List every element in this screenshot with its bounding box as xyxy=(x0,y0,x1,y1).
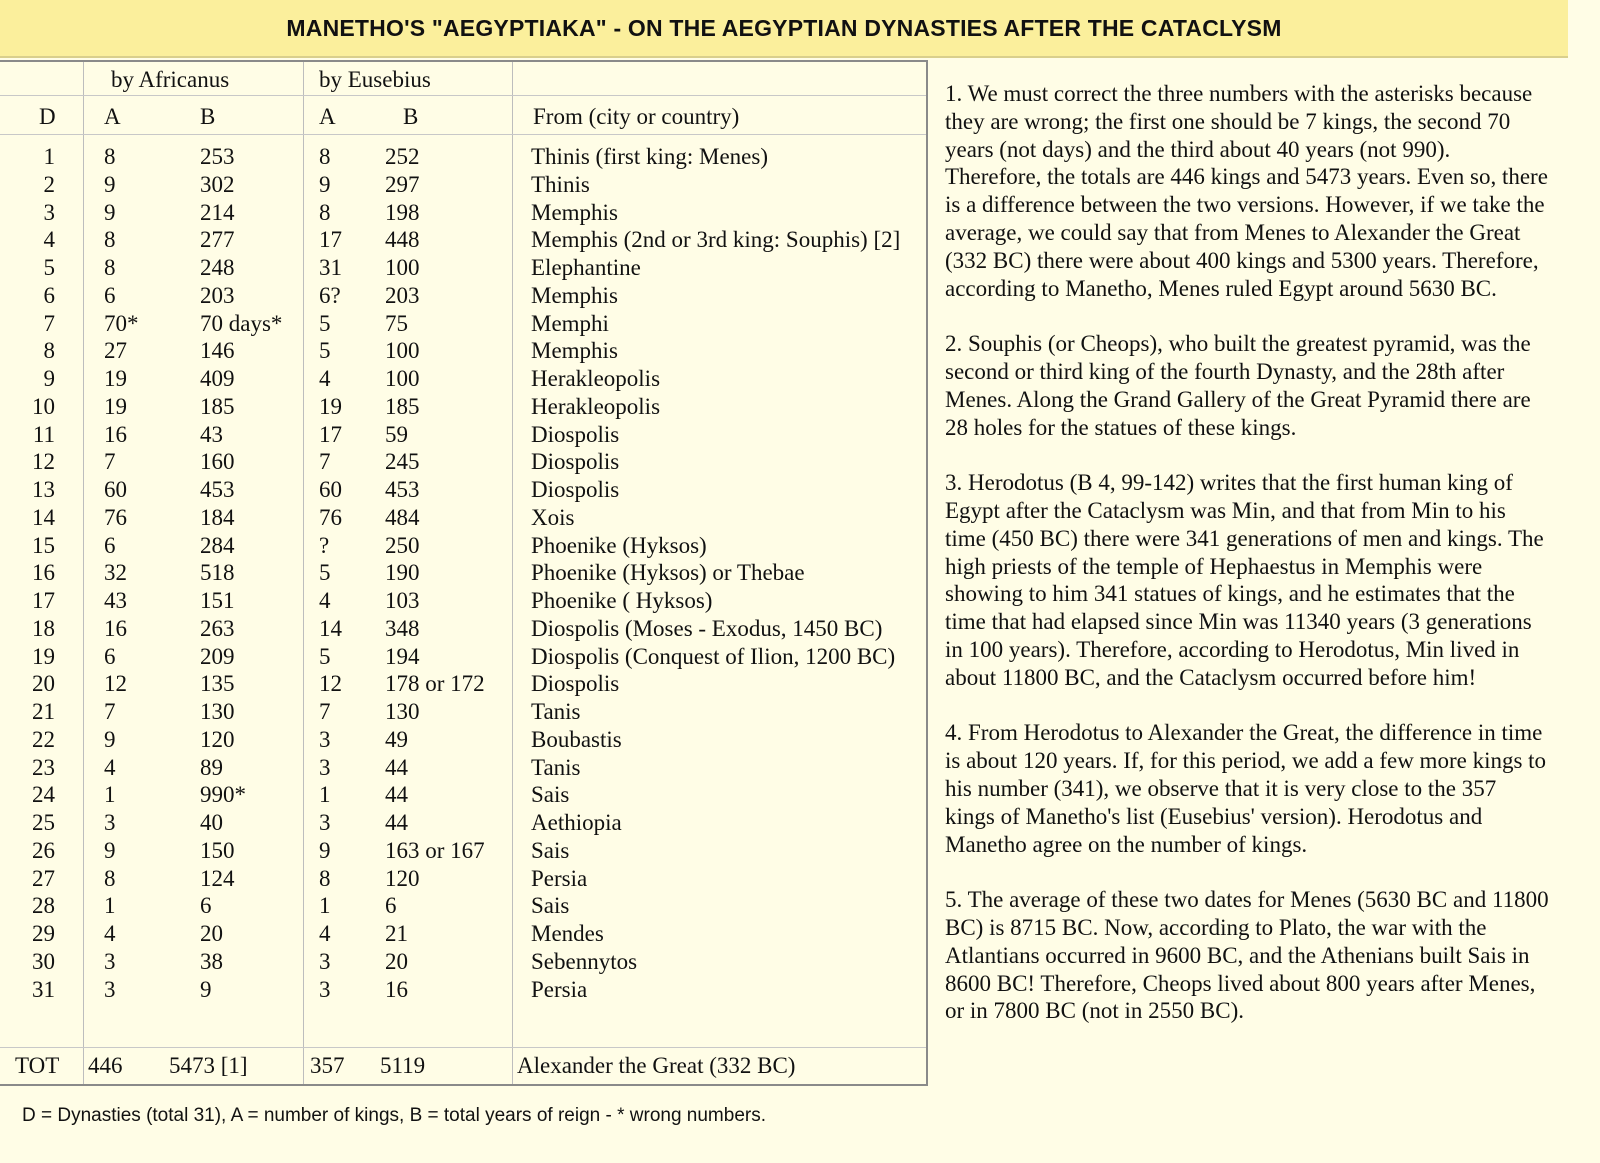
cell-africanus-kings: 6 xyxy=(104,282,116,308)
cell-dynasty: 23 xyxy=(32,754,55,780)
cell-from: Herakleopolis xyxy=(531,393,661,419)
eusebius-header: by Eusebius xyxy=(319,67,431,92)
table-row xyxy=(0,670,926,698)
table-row xyxy=(0,643,926,671)
cell-africanus-kings: 19 xyxy=(104,393,127,419)
table-row xyxy=(0,143,926,171)
cell-dynasty: 20 xyxy=(32,671,55,697)
table-row xyxy=(0,781,926,809)
cell-eusebius-kings: 5 xyxy=(319,338,331,364)
cell-eusebius-kings: 3 xyxy=(319,976,331,1002)
cell-africanus-kings: 3 xyxy=(104,976,116,1002)
cell-africanus-years: 185 xyxy=(200,393,235,419)
cell-dynasty: 26 xyxy=(32,837,55,863)
cell-from: Memphi xyxy=(531,310,609,336)
cell-from: Diospolis xyxy=(531,421,620,447)
cell-eusebius-years: 297 xyxy=(385,171,420,197)
cell-from: Diospolis xyxy=(531,477,620,502)
cell-eusebius-years: 20 xyxy=(385,948,408,974)
cell-eusebius-kings: 3 xyxy=(319,754,331,780)
cell-eusebius-years: 194 xyxy=(385,643,420,669)
cell-dynasty: 22 xyxy=(32,726,55,752)
cell-africanus-years: 990* xyxy=(200,782,246,808)
cell-dynasty: 28 xyxy=(32,893,55,919)
cell-eusebius-kings: 8 xyxy=(319,144,331,169)
cell-from: Phoenike (Hyksos) xyxy=(531,532,707,558)
table-row xyxy=(0,559,926,587)
cell-eusebius-kings: 4 xyxy=(319,366,331,391)
cell-africanus-years: 89 xyxy=(200,754,223,780)
cell-africanus-kings: 3 xyxy=(104,948,116,974)
cell-eusebius-kings: 7 xyxy=(319,449,331,475)
cell-africanus-kings: 9 xyxy=(104,199,116,225)
cell-africanus-years: 263 xyxy=(200,615,235,641)
cell-from: Diospolis (Moses - Exodus, 1450 BC) xyxy=(531,615,883,641)
cell-africanus-kings: 7 xyxy=(104,449,116,475)
cell-from: Sais xyxy=(531,782,570,808)
cell-dynasty: 21 xyxy=(32,699,55,724)
table-row xyxy=(0,726,926,754)
cell-eusebius-kings: 3 xyxy=(319,726,331,752)
cell-dynasty: 12 xyxy=(32,449,55,475)
cell-africanus-years: 135 xyxy=(200,671,235,697)
cell-africanus-kings: 9 xyxy=(104,726,116,752)
cell-eusebius-kings: 5 xyxy=(319,560,331,586)
cell-africanus-kings: 19 xyxy=(104,366,127,391)
cell-from: Xois xyxy=(531,504,575,530)
cell-eusebius-years: 49 xyxy=(385,726,408,752)
cell-africanus-kings: 1 xyxy=(104,782,116,808)
cell-eusebius-years: 100 xyxy=(385,338,420,364)
cell-eusebius-kings: 8 xyxy=(319,199,331,225)
cell-eusebius-years: 100 xyxy=(385,255,420,280)
cell-africanus-years: 184 xyxy=(200,504,235,530)
cell-dynasty: 25 xyxy=(32,810,55,835)
note-5: 5. The average of these two dates for Menes (5630 BC and 11800 BC) is 8715 BC. Now, according to Plato, the war with the Atlantians occurred in 9600 BC, and the Athenians built Sais in 8600 BC! Therefore, Cheops lived about 800 years after Menes, or in 7800 BC (not in 2550 BC). xyxy=(945,887,1549,1024)
cell-eusebius-years: 250 xyxy=(385,532,420,558)
cell-africanus-years: 120 xyxy=(200,726,235,752)
cell-eusebius-years: 190 xyxy=(385,560,420,586)
cell-africanus-years: 453 xyxy=(200,477,235,502)
cell-dynasty: 9 xyxy=(43,366,55,391)
cell-from: Boubastis xyxy=(531,726,622,752)
table-row xyxy=(0,615,926,643)
cell-dynasty: 31 xyxy=(32,976,55,1002)
table-row xyxy=(0,199,926,227)
footnote: D = Dynasties (total 31), A = number of kings, B = total years of reign - * wrong numbers. xyxy=(22,1105,766,1126)
table-row xyxy=(0,476,926,504)
cell-africanus-kings: 70* xyxy=(104,310,139,336)
cell-africanus-years: 6 xyxy=(200,893,212,919)
cell-eusebius-kings: 14 xyxy=(319,615,342,641)
cell-africanus-years: 130 xyxy=(200,699,235,724)
cell-africanus-years: 214 xyxy=(200,199,235,225)
cell-from: Tanis xyxy=(531,754,581,780)
cell-eusebius-years: 44 xyxy=(385,810,408,835)
cell-from: Herakleopolis xyxy=(531,366,661,391)
cell-eusebius-kings: 1 xyxy=(319,893,331,919)
total-eusebius-years: 5119 xyxy=(380,1053,426,1078)
cell-africanus-kings: 60 xyxy=(104,477,127,502)
cell-africanus-kings: 4 xyxy=(104,921,116,946)
cell-africanus-years: 302 xyxy=(200,171,235,197)
cell-africanus-kings: 16 xyxy=(104,421,127,447)
cell-africanus-kings: 6 xyxy=(104,532,116,558)
total-row xyxy=(0,1052,926,1080)
dynasty-table xyxy=(0,60,928,1086)
cell-from: Memphis xyxy=(531,282,618,308)
cell-dynasty: 16 xyxy=(32,560,55,586)
grid-line xyxy=(0,95,926,96)
cell-eusebius-years: 100 xyxy=(385,366,420,391)
cell-from: Sebennytos xyxy=(531,948,638,974)
cell-eusebius-kings: 9 xyxy=(319,837,331,863)
cell-dynasty: 18 xyxy=(32,615,55,641)
cell-africanus-years: 253 xyxy=(200,144,235,169)
cell-africanus-kings: 8 xyxy=(104,144,116,169)
cell-from: Thinis (first king: Menes) xyxy=(531,144,768,169)
africanus-header: by Africanus xyxy=(111,67,230,92)
col-header-eusebius-a: A xyxy=(319,104,336,129)
cell-africanus-years: 146 xyxy=(200,338,235,364)
total-africanus-kings: 446 xyxy=(88,1053,123,1078)
cell-eusebius-years: 348 xyxy=(385,615,420,641)
cell-africanus-kings: 12 xyxy=(104,671,127,697)
cell-eusebius-years: 75 xyxy=(385,310,408,336)
cell-eusebius-kings: 76 xyxy=(319,504,342,530)
col-header-africanus-a: A xyxy=(104,104,121,129)
table-row xyxy=(0,532,926,560)
cell-africanus-years: 203 xyxy=(200,282,235,308)
cell-from: Thinis xyxy=(531,171,590,197)
cell-africanus-years: 284 xyxy=(200,532,235,558)
cell-from: Tanis xyxy=(531,699,581,724)
table-row xyxy=(0,948,926,976)
cell-from: Diospolis xyxy=(531,671,620,697)
cell-dynasty: 8 xyxy=(43,338,55,364)
table-row xyxy=(0,865,926,893)
cell-from: Mendes xyxy=(531,921,604,946)
table-row xyxy=(0,282,926,310)
cell-eusebius-years: 44 xyxy=(385,782,408,808)
cell-from: Memphis (2nd or 3rd king: Souphis) [2] xyxy=(531,227,901,253)
cell-dynasty: 29 xyxy=(32,921,55,946)
cell-africanus-years: 277 xyxy=(200,227,235,253)
cell-eusebius-kings: 60 xyxy=(319,477,342,502)
cell-eusebius-kings: 3 xyxy=(319,810,331,835)
cell-from: Persia xyxy=(531,865,588,891)
cell-africanus-kings: 1 xyxy=(104,893,116,919)
cell-eusebius-kings: 1 xyxy=(319,782,331,808)
cell-eusebius-years: 44 xyxy=(385,754,408,780)
table-row xyxy=(0,448,926,476)
cell-dynasty: 27 xyxy=(32,865,55,891)
cell-eusebius-years: 245 xyxy=(385,449,420,475)
cell-dynasty: 11 xyxy=(32,421,55,447)
cell-africanus-years: 20 xyxy=(200,921,223,946)
cell-from: Memphis xyxy=(531,199,618,225)
table-row xyxy=(0,504,926,532)
cell-eusebius-kings: 5 xyxy=(319,310,331,336)
cell-eusebius-years: 185 xyxy=(385,393,420,419)
grid-line xyxy=(0,1047,926,1048)
col-header-eusebius-b: B xyxy=(403,104,419,129)
cell-africanus-years: 518 xyxy=(200,560,235,586)
table-row xyxy=(0,171,926,199)
table-row xyxy=(0,920,926,948)
cell-eusebius-kings: 9 xyxy=(319,171,331,197)
cell-eusebius-years: 130 xyxy=(385,699,420,724)
cell-from: Phoenike ( Hyksos) xyxy=(531,588,713,613)
table-row xyxy=(0,754,926,782)
cell-eusebius-years: 120 xyxy=(385,865,420,891)
table-row xyxy=(0,587,926,615)
cell-from: Persia xyxy=(531,976,588,1002)
cell-eusebius-years: 59 xyxy=(385,421,408,447)
cell-dynasty: 3 xyxy=(43,199,55,225)
table-row xyxy=(0,698,926,726)
table-row xyxy=(0,254,926,282)
total-from: Alexander the Great (332 BC) xyxy=(517,1053,796,1078)
col-header-from: From (city or country) xyxy=(533,104,740,129)
cell-eusebius-kings: ? xyxy=(319,532,330,558)
cell-africanus-kings: 8 xyxy=(104,227,116,253)
cell-eusebius-kings: 31 xyxy=(319,255,342,280)
cell-dynasty: 5 xyxy=(43,255,55,280)
cell-africanus-years: 409 xyxy=(200,366,235,391)
cell-africanus-years: 43 xyxy=(200,421,223,447)
table-row xyxy=(0,976,926,1004)
cell-from: Memphis xyxy=(531,338,618,364)
cell-eusebius-kings: 5 xyxy=(319,643,331,669)
cell-dynasty: 2 xyxy=(43,171,55,197)
grid-line xyxy=(0,134,926,135)
cell-eusebius-kings: 4 xyxy=(319,588,331,613)
table-row xyxy=(0,393,926,421)
cell-africanus-kings: 32 xyxy=(104,560,127,586)
cell-africanus-kings: 9 xyxy=(104,837,116,863)
cell-from: Diospolis (Conquest of Ilion, 1200 BC) xyxy=(531,643,896,669)
page-title: MANETHO'S "AEGYPTIAKA" - ON THE AEGYPTIAN DYNASTIES AFTER THE CATACLYSM xyxy=(0,0,1568,58)
cell-africanus-kings: 43 xyxy=(104,588,127,613)
cell-dynasty: 4 xyxy=(43,227,55,253)
cell-eusebius-years: 16 xyxy=(385,976,408,1002)
table-row xyxy=(0,365,926,393)
cell-africanus-kings: 8 xyxy=(104,865,116,891)
cell-eusebius-kings: 19 xyxy=(319,393,342,419)
cell-dynasty: 7 xyxy=(43,310,55,336)
cell-eusebius-years: 484 xyxy=(385,504,420,530)
cell-eusebius-years: 103 xyxy=(385,588,420,613)
cell-africanus-years: 248 xyxy=(200,255,235,280)
cell-eusebius-kings: 6? xyxy=(319,282,341,308)
cell-africanus-years: 209 xyxy=(200,643,235,669)
note-4: 4. From Herodotus to Alexander the Great, the difference in time is about 120 years. If, for this period, we add a few more kings to his number (341), we observe that it is very close to the 357 kings of Manetho's list (Eusebius' version). Herodotus and Manetho agree on the number of kings. xyxy=(945,720,1547,857)
cell-eusebius-years: 163 or 167 xyxy=(385,837,485,863)
cell-dynasty: 10 xyxy=(32,393,55,419)
cell-eusebius-years: 203 xyxy=(385,282,420,308)
cell-africanus-kings: 7 xyxy=(104,699,116,724)
cell-eusebius-years: 252 xyxy=(385,144,420,169)
note-1: 1. We must correct the three numbers with the asterisks because they are wrong; the first one should be 7 kings, the second 70 years (not days) and the third about 40 years (not 990). Therefore, the totals are 446 kings and 5473 years. Even so, there is a difference between the two versions. However, if we take the average, we could say that from Menes to Alexander the Great (332 BC) there were about 400 kings and 5300 years. Therefore, according to Manetho, Menes ruled Egypt around 5630 BC. xyxy=(945,81,1548,301)
table-row xyxy=(0,421,926,449)
cell-africanus-years: 160 xyxy=(200,449,235,475)
table-row xyxy=(0,837,926,865)
table-row xyxy=(0,310,926,338)
notes-panel xyxy=(945,80,1550,1053)
cell-dynasty: 1 xyxy=(43,144,55,169)
cell-africanus-kings: 4 xyxy=(104,754,116,780)
cell-from: Sais xyxy=(531,893,570,919)
cell-africanus-years: 151 xyxy=(200,588,235,613)
note-2: 2. Souphis (or Cheops), who built the greatest pyramid, was the second or third king of the fourth Dynasty, and the 28th after Menes. Along the Grand Gallery of the Great Pyramid there are 28 holes for the statues of these kings. xyxy=(945,331,1531,440)
total-label: TOT xyxy=(15,1053,60,1078)
col-header-africanus-b: B xyxy=(200,104,216,129)
table-row xyxy=(0,892,926,920)
cell-eusebius-years: 453 xyxy=(385,477,420,502)
cell-eusebius-years: 21 xyxy=(385,921,408,946)
cell-dynasty: 24 xyxy=(32,782,55,808)
table-row xyxy=(0,337,926,365)
cell-dynasty: 17 xyxy=(32,588,55,613)
cell-africanus-years: 150 xyxy=(200,837,235,863)
cell-dynasty: 30 xyxy=(32,948,55,974)
cell-eusebius-kings: 12 xyxy=(319,671,342,697)
cell-eusebius-years: 6 xyxy=(385,893,397,919)
cell-africanus-years: 124 xyxy=(200,865,235,891)
col-header-d: D xyxy=(39,104,56,129)
cell-eusebius-years: 448 xyxy=(385,227,420,253)
cell-africanus-kings: 3 xyxy=(104,810,116,835)
note-3: 3. Herodotus (B 4, 99-142) writes that the first human king of Egypt after the Cataclysm was Min, and that from Min to his time (450 BC) there were 341 generations of men and kings. The high priests of the temple of Hephaestus in Memphis were showing to him 341 statues of kings, and he estimates that the time that had elapsed since Min was 11340 years (3 generations in 100 years). Therefore, according to Herodotus, Min lived in about 11800 BC, and the Cataclysm occurred before him! xyxy=(945,470,1544,690)
cell-eusebius-kings: 7 xyxy=(319,699,331,724)
cell-africanus-kings: 6 xyxy=(104,643,116,669)
cell-dynasty: 6 xyxy=(43,282,55,308)
total-africanus-years: 5473 [1] xyxy=(169,1053,248,1078)
cell-africanus-years: 70 days* xyxy=(200,310,283,336)
cell-from: Elephantine xyxy=(531,255,641,280)
cell-dynasty: 15 xyxy=(32,532,55,558)
cell-eusebius-kings: 4 xyxy=(319,921,331,946)
total-eusebius-kings: 357 xyxy=(310,1053,345,1078)
cell-africanus-years: 40 xyxy=(200,810,223,835)
cell-africanus-years: 9 xyxy=(200,976,212,1002)
cell-africanus-kings: 9 xyxy=(104,171,116,197)
cell-eusebius-kings: 17 xyxy=(319,227,342,253)
cell-dynasty: 19 xyxy=(32,643,55,669)
cell-africanus-kings: 16 xyxy=(104,615,127,641)
cell-africanus-kings: 8 xyxy=(104,255,116,280)
cell-dynasty: 13 xyxy=(32,477,55,502)
cell-from: Diospolis xyxy=(531,449,620,475)
cell-from: Aethiopia xyxy=(531,810,622,835)
cell-eusebius-kings: 3 xyxy=(319,948,331,974)
cell-from: Phoenike (Hyksos) or Thebae xyxy=(531,560,805,586)
cell-africanus-kings: 76 xyxy=(104,504,127,530)
cell-dynasty: 14 xyxy=(32,504,55,530)
cell-eusebius-years: 178 or 172 xyxy=(385,671,485,697)
cell-from: Sais xyxy=(531,837,570,863)
cell-eusebius-kings: 8 xyxy=(319,865,331,891)
cell-eusebius-kings: 17 xyxy=(319,421,342,447)
cell-africanus-kings: 27 xyxy=(104,338,127,364)
cell-africanus-years: 38 xyxy=(200,948,223,974)
cell-eusebius-years: 198 xyxy=(385,199,420,225)
table-row xyxy=(0,809,926,837)
table-row xyxy=(0,226,926,254)
